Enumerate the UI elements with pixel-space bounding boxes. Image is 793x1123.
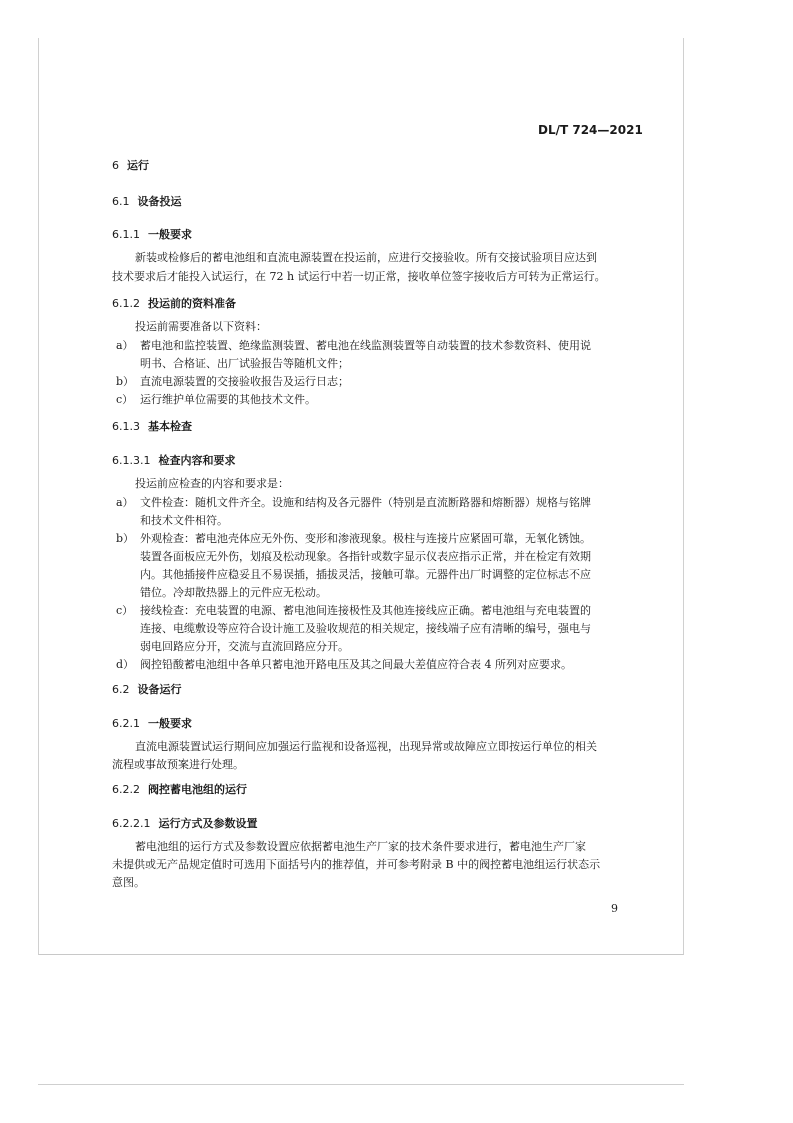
list-item <box>116 656 134 674</box>
section-title: 投运前的资料准备 <box>148 297 236 310</box>
section-number: 6.2.1 <box>112 717 140 730</box>
list-marker: c） <box>116 604 134 617</box>
section-number: 6 <box>112 159 119 172</box>
standard-code: DL/T 724—2021 <box>538 123 643 137</box>
section-title: 检查内容和要求 <box>158 454 236 467</box>
section-title: 运行方式及参数设置 <box>158 817 258 830</box>
list-marker: b） <box>116 375 135 388</box>
paragraph-line: 未提供或无产品规定值时可选用下面括号内的推荐值，并可参考附录 B 中的阀控蓄电池组运行状态示 <box>112 858 601 871</box>
section-6-1-3-1-heading <box>112 452 235 468</box>
list-item-text: 外观检查：蓄电池壳体应无外伤、变形和渗液现象。极柱与连接片应紧固可靠，无氧化锈蚀。 <box>140 532 591 545</box>
section-title: 一般要求 <box>148 228 192 241</box>
section-title: 阀控蓄电池组的运行 <box>148 783 247 796</box>
section-title: 设备运行 <box>137 683 182 696</box>
section-number: 6.2.2 <box>112 783 140 796</box>
section-6-2-1-heading <box>112 715 192 731</box>
list-item-text: 装置各面板应无外伤，划痕及松动现象。各指针或数字显示仪表应指示正常，并在检定有效期 <box>140 550 591 563</box>
section-number: 6.1.2 <box>112 297 140 310</box>
list-item-text: 蓄电池和监控装置、绝缘监测装置、蓄电池在线监测装置等自动装置的技术参数资料、使用说 <box>140 339 591 352</box>
section-number: 6.1.3 <box>112 420 140 433</box>
list-item-text: 直流电源装置的交接验收报告及运行日志； <box>140 375 349 388</box>
list-intro: 投运前需要准备以下资料： <box>135 320 267 333</box>
list-item-text: 弱电回路应分开，交流与直流回路应分开。 <box>140 640 349 653</box>
paragraph-line: 流程或事故预案进行处理。 <box>112 758 244 771</box>
paragraph-line: 意图。 <box>112 876 145 889</box>
list-item <box>116 494 134 512</box>
section-number: 6.1.1 <box>112 228 140 241</box>
section-6-2-heading <box>112 681 182 697</box>
paragraph-line: 新装或检修后的蓄电池组和直流电源装置在投运前，应进行交接验收。所有交接试验项目应达到 <box>135 251 597 264</box>
section-title: 基本检查 <box>148 420 192 433</box>
list-item <box>116 373 134 391</box>
section-6-1-3-heading <box>112 418 192 434</box>
bottom-rule <box>38 1084 684 1085</box>
section-number: 6.2.2.1 <box>112 817 151 830</box>
list-item-text: 运行维护单位需要的其他技术文件。 <box>140 393 316 406</box>
list-item <box>116 530 134 548</box>
section-6-2-2-1-heading <box>112 815 257 831</box>
list-marker: d） <box>116 658 135 671</box>
list-item-text: 错位。冷却散热器上的元件应无松动。 <box>140 586 327 599</box>
list-marker: a） <box>116 496 134 509</box>
section-number: 6.1 <box>112 195 130 208</box>
list-item-text: 接线检查：充电装置的电源、蓄电池间连接极性及其他连接线应正确。蓄电池组与充电装置的 <box>140 604 591 617</box>
list-item-text: 内。其他插接件应稳妥且不易误插，插拔灵活，接触可靠。元器件出厂时调整的定位标志不应 <box>140 568 591 581</box>
section-number: 6.1.3.1 <box>112 454 151 467</box>
section-6-1-heading <box>112 193 182 209</box>
list-marker: b） <box>116 532 135 545</box>
list-intro: 投运前应检查的内容和要求是： <box>135 477 289 490</box>
list-marker: c） <box>116 393 134 406</box>
list-item-text: 文件检查：随机文件齐全。设施和结构及各元器件（特别是直流断路器和熔断器）规格与铭牌 <box>140 496 591 509</box>
list-item-text: 阀控铅酸蓄电池组中各单只蓄电池开路电压及其之间最大差值应符合表 4 所列对应要求。 <box>140 658 572 671</box>
section-6-1-1-heading <box>112 226 192 242</box>
paragraph-line: 蓄电池组的运行方式及参数设置应依据蓄电池生产厂家的技术条件要求进行，蓄电池生产厂家 <box>135 840 586 853</box>
list-item <box>116 337 134 355</box>
list-item <box>116 602 133 620</box>
section-title: 设备投运 <box>137 195 182 208</box>
list-item-text: 和技术文件相符。 <box>140 514 228 527</box>
section-6-1-2-heading <box>112 295 236 311</box>
section-title: 运行 <box>127 159 149 172</box>
section-6-heading <box>112 157 149 173</box>
paragraph-line: 直流电源装置试运行期间应加强运行监视和设备巡视，出现异常或故障应立即按运行单位的相关 <box>135 740 597 753</box>
list-item-text: 明书、合格证、出厂试验报告等随机文件； <box>140 357 349 370</box>
section-6-2-2-heading <box>112 781 247 797</box>
section-title: 一般要求 <box>148 717 192 730</box>
list-item-text: 连接、电缆敷设等应符合设计施工及验收规范的相关规定，接线端子应有清晰的编号，强电与 <box>140 622 591 635</box>
list-item <box>116 391 133 409</box>
list-marker: a） <box>116 339 134 352</box>
page-number: 9 <box>611 902 618 915</box>
paragraph-line: 技术要求后才能投入试运行，在 72 h 试运行中若一切正常，接收单位签字接收后方可转为正常运行。 <box>112 270 606 283</box>
section-number: 6.2 <box>112 683 130 696</box>
